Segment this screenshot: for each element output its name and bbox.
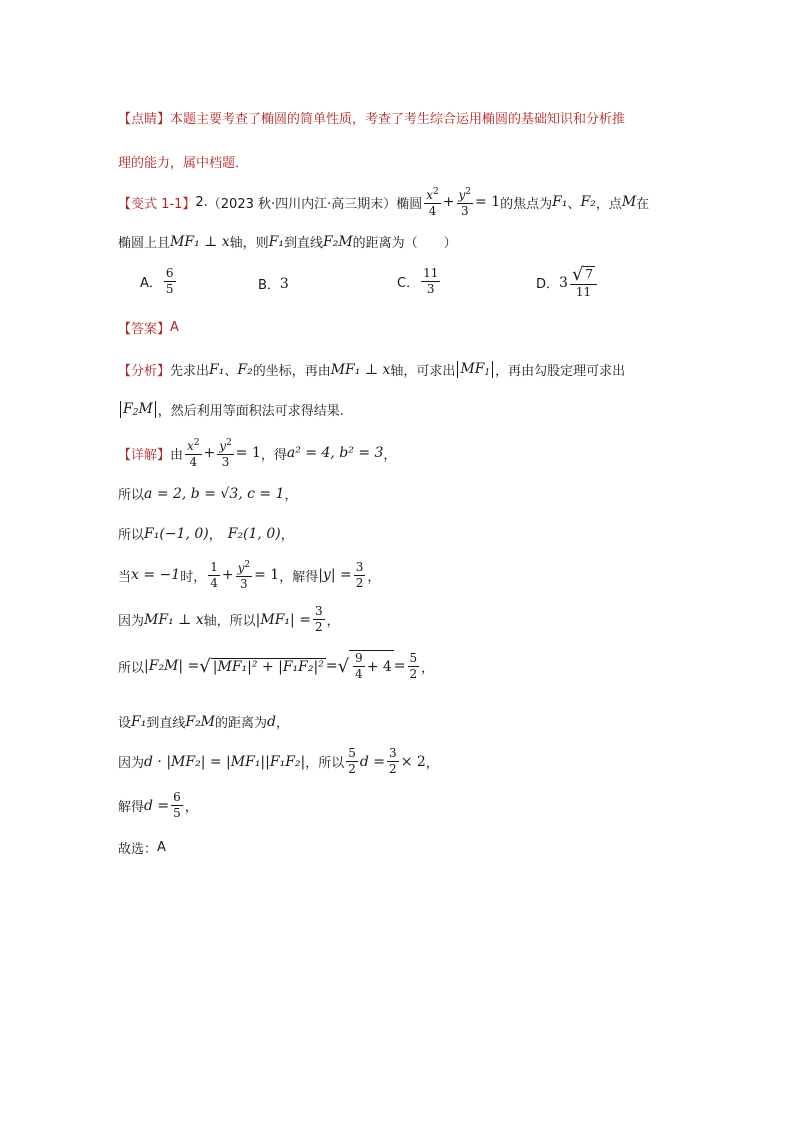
detail-l5-frac: $\frac{3}{2}$ — [314, 604, 323, 634]
detail-line-9 — [118, 790, 198, 821]
detail-l6-d: = — [325, 658, 338, 674]
detail-l9-a: 解得 — [118, 800, 145, 815]
analysis-f2m: $F_2M$ — [120, 401, 156, 418]
line2-e: 的距离为（ ） — [352, 236, 457, 251]
line2-a: 椭圆上且 — [118, 236, 171, 251]
detail-l8-e: × 2 — [400, 753, 426, 770]
detail-l10-b: A — [157, 840, 166, 855]
detail-l6-g: ， — [421, 660, 435, 676]
detail-l8-a: 因为 — [118, 756, 145, 771]
detail-l5-c: 轴，所以 — [203, 614, 256, 629]
comment-text-2: 理的能力，属中档题． — [118, 156, 249, 171]
analysis-text-2: 的坐标，再由 — [252, 364, 331, 379]
problem-number: 2. — [195, 194, 208, 210]
detail-l8-f: ， — [425, 756, 439, 771]
detail-l6-sqrt1: √ |MF₁|² + |F₁F₂|² — [199, 655, 324, 677]
detail-l4-f: |y| = — [318, 567, 352, 583]
detail-l1-a: 由 — [170, 447, 184, 463]
option-d-coef: 3 — [559, 274, 568, 291]
option-b[interactable] — [258, 274, 289, 293]
detail-l8-frac2: $\frac{3}{2}$ — [389, 746, 397, 776]
problem-line-2 — [118, 232, 457, 251]
analysis-perp: MF₁ ⊥ x — [330, 361, 391, 378]
detail-l7-b: F₁ — [131, 713, 147, 730]
answer-value: A — [170, 320, 179, 335]
detail-l3-e: ， — [280, 528, 294, 543]
detail-l5-e: ， — [326, 614, 340, 629]
detail-l6-frac: $\frac{5}{2}$ — [409, 650, 418, 681]
detail-l5-d: |MF₁| = — [255, 611, 311, 628]
analysis-line-1 — [118, 360, 625, 379]
detail-l4-c: 时， — [180, 569, 207, 585]
detail-l4-e: ，解得 — [279, 569, 319, 585]
detail-l7-f: d — [267, 713, 277, 730]
detail-line-7 — [118, 712, 289, 731]
option-a-label: A． — [140, 276, 162, 291]
option-d-frac: √ 7 11 — [570, 266, 597, 300]
detail-l1-d: a² = 4, b² = 3 — [286, 445, 384, 461]
detail-l7-a: 设 — [118, 716, 132, 731]
option-d[interactable] — [536, 263, 599, 300]
detail-l7-c: 到直线 — [146, 716, 186, 731]
detail-l4-frac2: $\frac{y^2}{3}$ — [237, 560, 251, 591]
detail-frac-x: $\frac{x^2}{4}$ — [187, 438, 200, 469]
ellipse-eq-tail: = 1 — [475, 194, 501, 210]
detail-frac-y: $\frac{y^2}{3}$ — [219, 438, 232, 469]
analysis-text-1: 先求出 — [170, 364, 210, 379]
text-on: 在 — [636, 196, 650, 212]
detail-l6-a: 所以 — [118, 660, 145, 676]
text-point: ，点 — [595, 196, 622, 212]
problem-source: （2023 秋·四川内江·高三期末）椭圆 — [207, 196, 423, 212]
comment-line-2 — [118, 152, 248, 171]
option-b-label: B． — [258, 278, 280, 293]
analysis-mf1: $MF_1$ — [457, 361, 493, 378]
detail-tag: 【详解】 — [118, 447, 171, 463]
option-c[interactable] — [397, 266, 442, 297]
f1-symbol: F₁ — [552, 194, 568, 210]
detail-l10-a: 故选： — [118, 842, 158, 857]
answer-line — [118, 318, 179, 337]
analysis-text-5: ，然后利用等面积法可求得结果. — [157, 404, 344, 419]
analysis-tag: 【分析】 — [118, 364, 171, 379]
detail-l4-frac3: $\frac{3}{2}$ — [355, 559, 364, 590]
detail-l2-b: a = 2, b = √3, c = 1 — [144, 485, 285, 502]
detail-l8-frac1: $\frac{5}{2}$ — [348, 746, 356, 776]
f1-symbol-2: F₁ — [268, 233, 284, 250]
detail-l1-e: ， — [383, 447, 397, 463]
sep: 、 — [567, 196, 581, 212]
analysis-text-4: ，再由勾股定理可求出 — [495, 364, 626, 379]
option-d-label: D． — [536, 277, 560, 293]
line2-b: 轴，则 — [229, 236, 269, 251]
detail-l9-b: d = — [144, 797, 170, 814]
detail-l1-c: ，得 — [260, 447, 287, 463]
ellipse-term-y: $\frac{y^2}{3}$ — [458, 187, 472, 218]
analysis-line-2 — [118, 400, 344, 419]
detail-l5-a: 因为 — [118, 614, 145, 629]
analysis-f2: F₂ — [237, 361, 253, 378]
detail-l6-b: |F₂M| = — [144, 658, 200, 674]
detail-line-1: 【详解】 由 $\frac{x^2}{4}$ + $\frac{y^2}{3}$ = 1 ，得 a² = 4, b² = 3 ， — [118, 438, 397, 469]
comment-tag: 【点睛】 — [118, 112, 171, 127]
perp-expr: MF₁ ⊥ x — [170, 233, 230, 250]
option-c-label: C． — [397, 276, 420, 291]
detail-line-8 — [118, 746, 439, 777]
detail-line-4: 当 x = −1 时， $\frac{1}{4}$ + $\frac{y^2}{3}$ = 1 ，解得 |y| = $\frac{3}{2}$ ， — [118, 559, 381, 591]
detail-line-6 — [118, 650, 434, 682]
comment-line-1 — [118, 108, 625, 127]
detail-l1-b: = 1 — [235, 445, 261, 461]
detail-l4-b: x = −1 — [131, 567, 181, 583]
comment-text-1: 本题主要考查了椭圆的简单性质，考查了考生综合运用椭圆的基础知识和分析推 — [170, 112, 626, 127]
detail-line-2 — [118, 484, 298, 503]
detail-l3-a: 所以 — [118, 528, 145, 543]
detail-line-10 — [118, 838, 166, 857]
m-symbol: M — [621, 194, 637, 210]
option-a[interactable] — [140, 266, 178, 297]
detail-l2-c: ， — [284, 488, 298, 503]
detail-line-5 — [118, 604, 340, 635]
ellipse-term-x: $\frac{x^2}{4}$ — [426, 187, 439, 218]
analysis-sep: 、 — [224, 364, 238, 379]
detail-l2-a: 所以 — [118, 488, 145, 503]
line2-d: F₂M — [323, 233, 353, 250]
detail-l3-c: ， — [208, 528, 222, 543]
text-foci: 的焦点为 — [500, 196, 553, 212]
detail-l9-c: ， — [184, 800, 198, 815]
option-c-frac: $\frac{11}{3}$ — [423, 266, 439, 296]
detail-l7-e: 的距离为 — [215, 716, 268, 731]
detail-l3-b: F₁(−1, 0) — [144, 525, 209, 542]
detail-l6-f: = — [393, 658, 406, 674]
line2-c: 到直线 — [283, 236, 323, 251]
answer-tag: 【答案】 — [118, 322, 171, 337]
analysis-text-3: 轴，可求出 — [390, 364, 456, 379]
detail-l4-g: ， — [367, 569, 381, 585]
analysis-f1: F₁ — [209, 361, 225, 378]
detail-l9-frac: $\frac{6}{5}$ — [173, 790, 181, 820]
option-b-value: 3 — [279, 275, 289, 292]
detail-l4-frac1: $\frac{1}{4}$ — [210, 559, 218, 590]
f2-symbol: F₂ — [580, 194, 596, 210]
detail-l8-b: d · |MF₂| = |MF₁||F₁F₂| — [144, 753, 306, 770]
detail-l8-c: ，所以 — [305, 756, 345, 771]
detail-line-3 — [118, 524, 294, 543]
detail-l7-g: ， — [276, 716, 290, 731]
detail-l5-b: MF₁ ⊥ x — [144, 611, 204, 628]
detail-l8-d: d = — [359, 753, 386, 770]
problem-tag: 【变式 1-1】 — [118, 196, 196, 212]
detail-l4-a: 当 — [118, 569, 132, 585]
detail-l7-d: F₂M — [185, 713, 216, 730]
detail-l6-sqrt2: √ $\frac{9}{4}$ + 4 — [337, 651, 392, 681]
option-a-frac: $\frac{6}{5}$ — [165, 266, 174, 296]
detail-l3-d: F₂(1, 0) — [227, 525, 281, 542]
detail-l4-d: = 1 — [254, 567, 280, 583]
problem-line-1: 【变式 1-1】 2. （2023 秋·四川内江·高三期末）椭圆 $\frac{x^2}{4}$ + $\frac{y^2}{3}$ = 1 的焦点为 F₁ 、 F₂ ，点 M 在 — [118, 187, 650, 218]
